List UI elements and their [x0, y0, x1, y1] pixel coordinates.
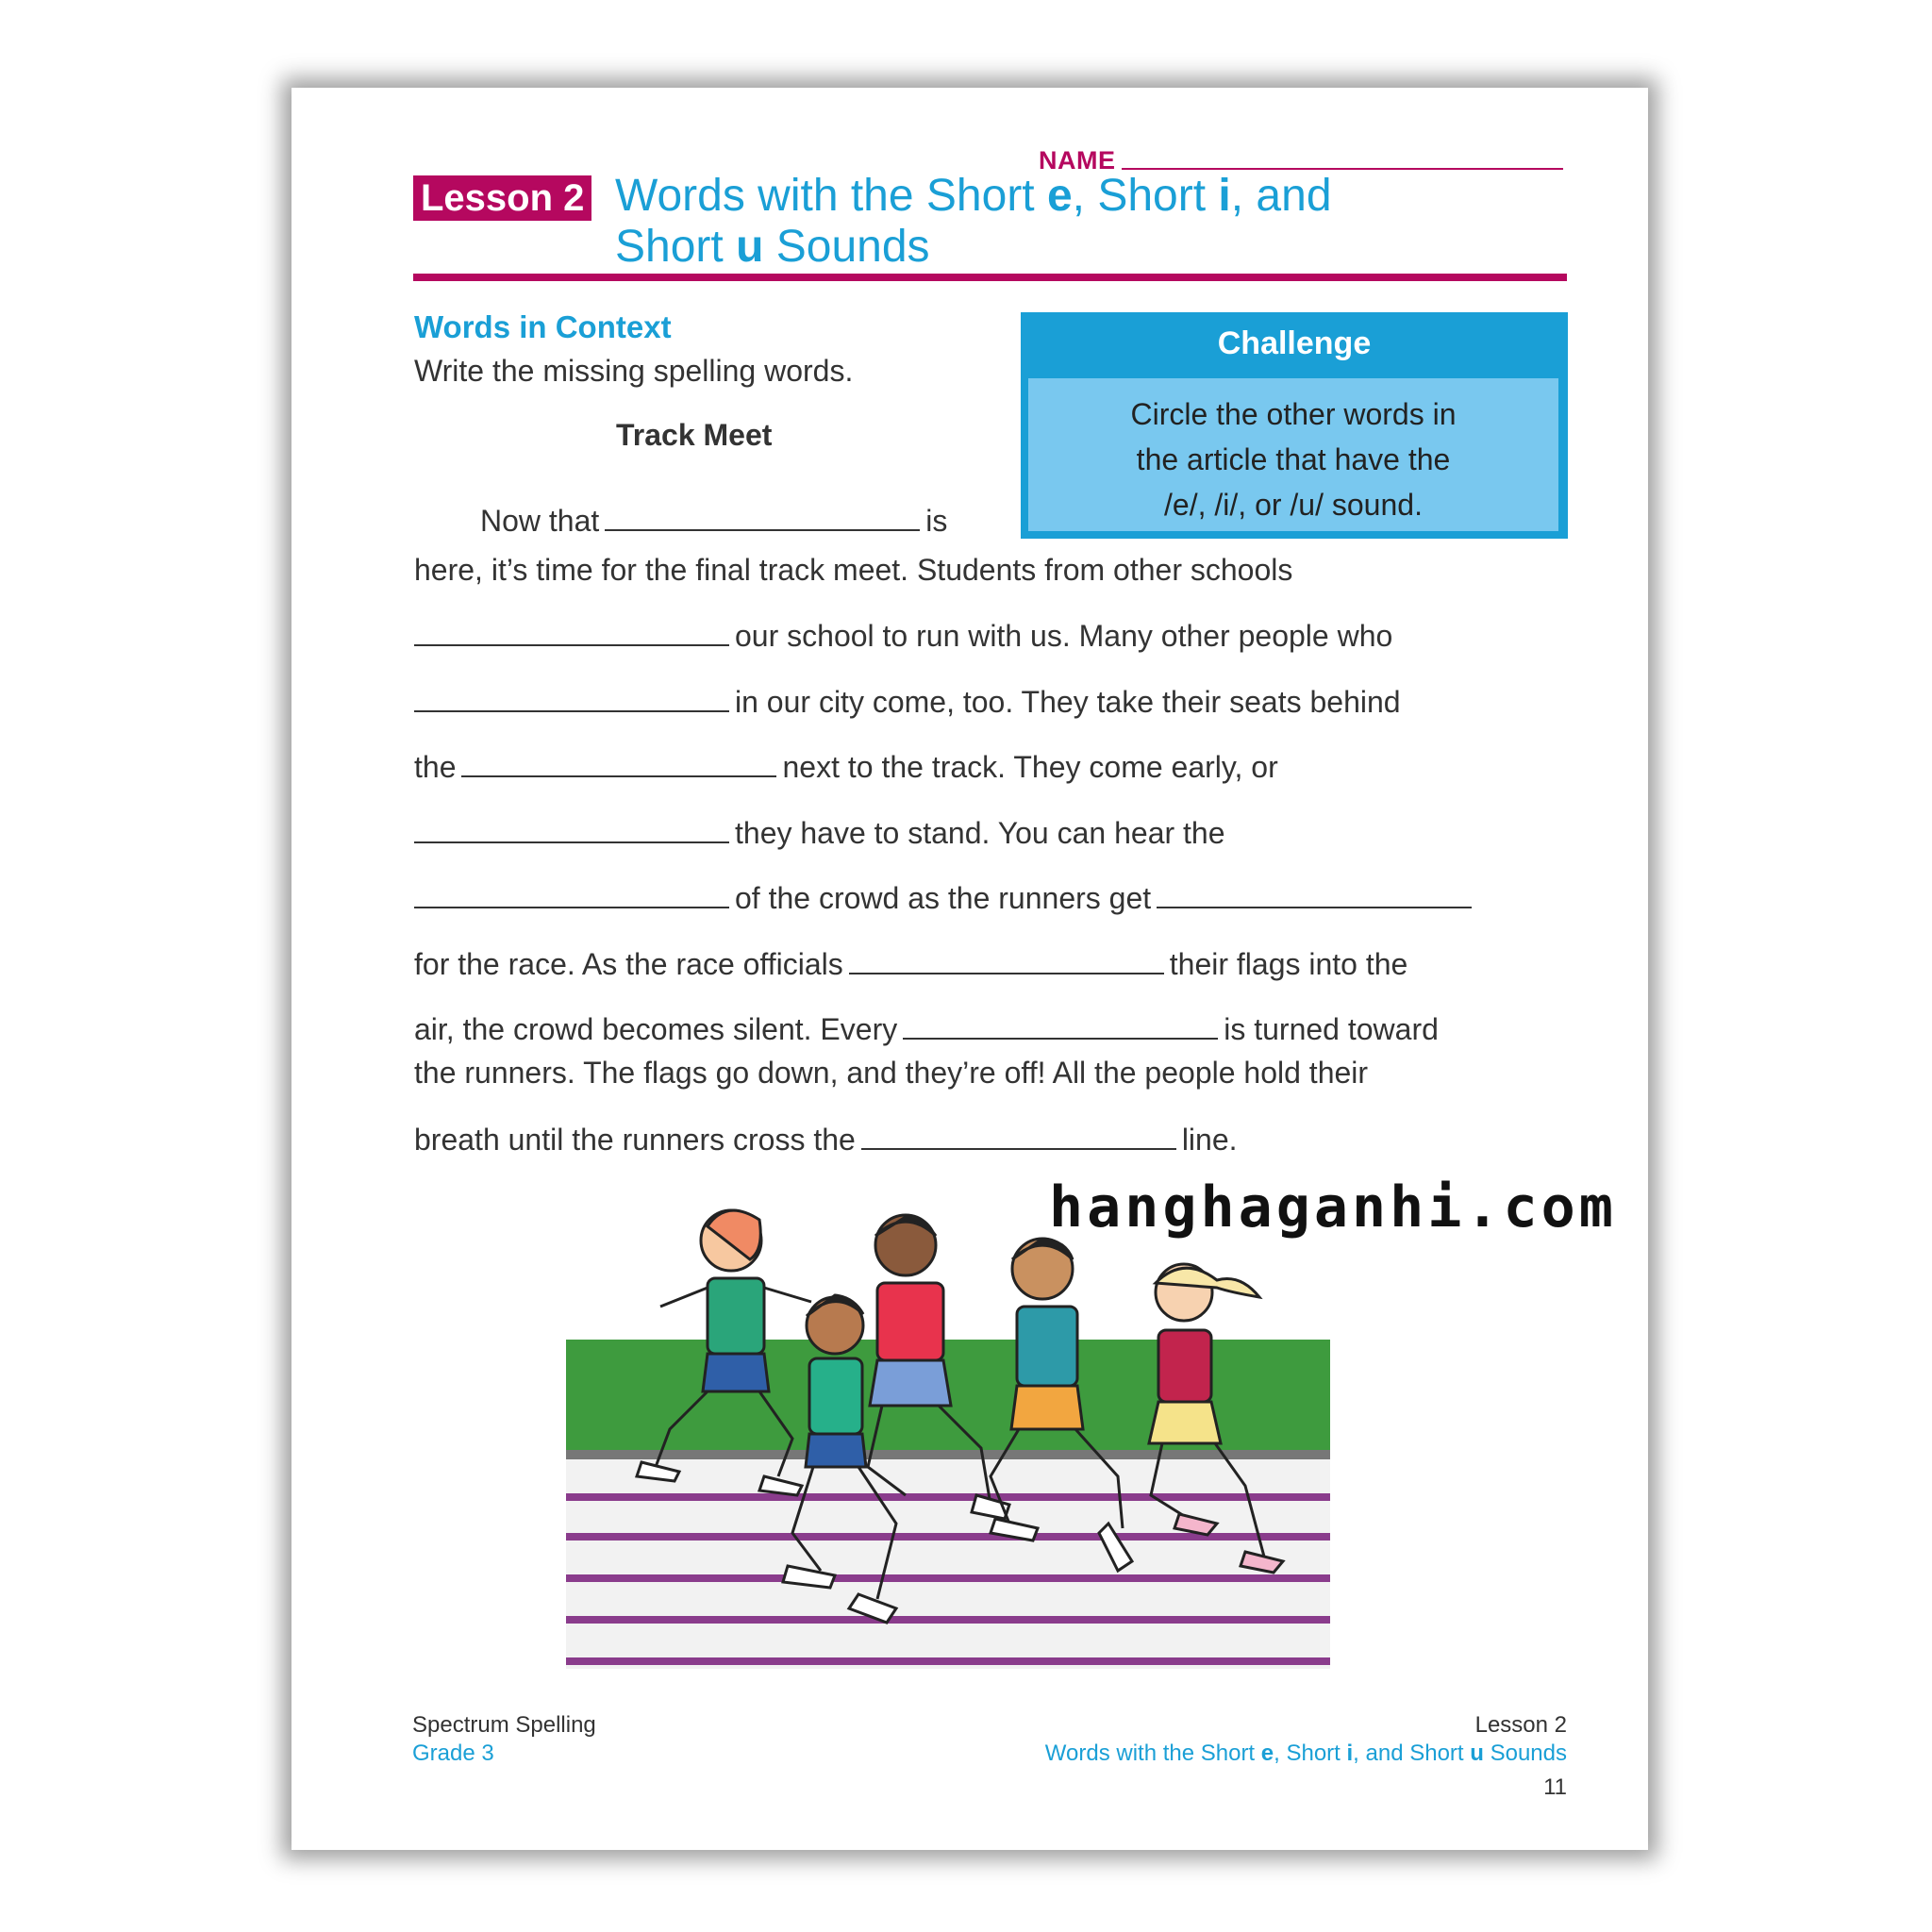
challenge-line: Circle the other words in: [1130, 397, 1457, 431]
footer-lesson-title: Words with the Short e, Short i, and Short u Sounds: [1044, 1740, 1567, 1766]
story-line: the runners. The flags go down, and they’re off! All the people hold their: [414, 1056, 1369, 1090]
story-line: Now that is: [480, 504, 948, 538]
lane-line: [566, 1616, 1330, 1624]
story-line: of the crowd as the runners get: [414, 880, 1584, 916]
story-line: air, the crowd becomes silent. Every is turned toward: [414, 1012, 1439, 1046]
section-heading: Words in Context: [414, 309, 672, 344]
lane-line: [566, 1533, 1330, 1541]
answer-blank[interactable]: [461, 749, 776, 777]
answer-blank[interactable]: [1157, 880, 1472, 908]
story-line: breath until the runners cross the line.: [414, 1123, 1238, 1157]
running-track: [566, 1459, 1330, 1669]
name-blank-line[interactable]: [1122, 168, 1563, 170]
name-label: NAME: [1039, 146, 1116, 175]
footer-series: Spectrum Spelling: [412, 1712, 596, 1738]
story-line: the next to the track. They come early, or: [414, 750, 1278, 784]
runners-illustration: [566, 1193, 1340, 1674]
footer-lesson: Lesson 2: [1474, 1712, 1567, 1738]
answer-blank[interactable]: [414, 880, 729, 908]
challenge-heading: Challenge: [1217, 325, 1372, 361]
instruction-text: Write the missing spelling words.: [414, 354, 854, 388]
answer-blank[interactable]: [414, 618, 729, 646]
track-curb: [566, 1450, 1330, 1459]
story-line: they have to stand. You can hear the: [414, 815, 1584, 851]
lane-line: [566, 1574, 1330, 1582]
answer-blank[interactable]: [414, 815, 729, 843]
challenge-line: the article that have the: [1136, 442, 1451, 476]
answer-blank[interactable]: [849, 946, 1164, 974]
answer-blank[interactable]: [861, 1122, 1176, 1150]
page-number: 11: [1543, 1774, 1567, 1800]
lesson-title: Words with the Short e, Short i, and Short u Sounds: [615, 171, 1332, 272]
story-line: in our city come, too. They take their seats behind: [414, 684, 1584, 720]
answer-blank[interactable]: [903, 1011, 1218, 1040]
story-line: for the race. As the race officials their flags into the: [414, 947, 1408, 981]
story-title: Track Meet: [616, 418, 773, 452]
lane-line: [566, 1657, 1330, 1665]
header-rule: [413, 274, 1567, 281]
answer-blank[interactable]: [414, 684, 729, 712]
story-line: here, it’s time for the final track meet. Students from other schools: [414, 553, 1293, 587]
story-line: our school to run with us. Many other people who: [414, 618, 1584, 654]
challenge-line: /e/, /i/, or /u/ sound.: [1164, 488, 1423, 522]
lesson-badge: Lesson 2: [413, 175, 591, 221]
watermark: hanghaganhi.com: [1049, 1174, 1617, 1241]
lane-line: [566, 1493, 1330, 1501]
answer-blank[interactable]: [605, 503, 920, 531]
footer-grade: Grade 3: [412, 1740, 494, 1766]
